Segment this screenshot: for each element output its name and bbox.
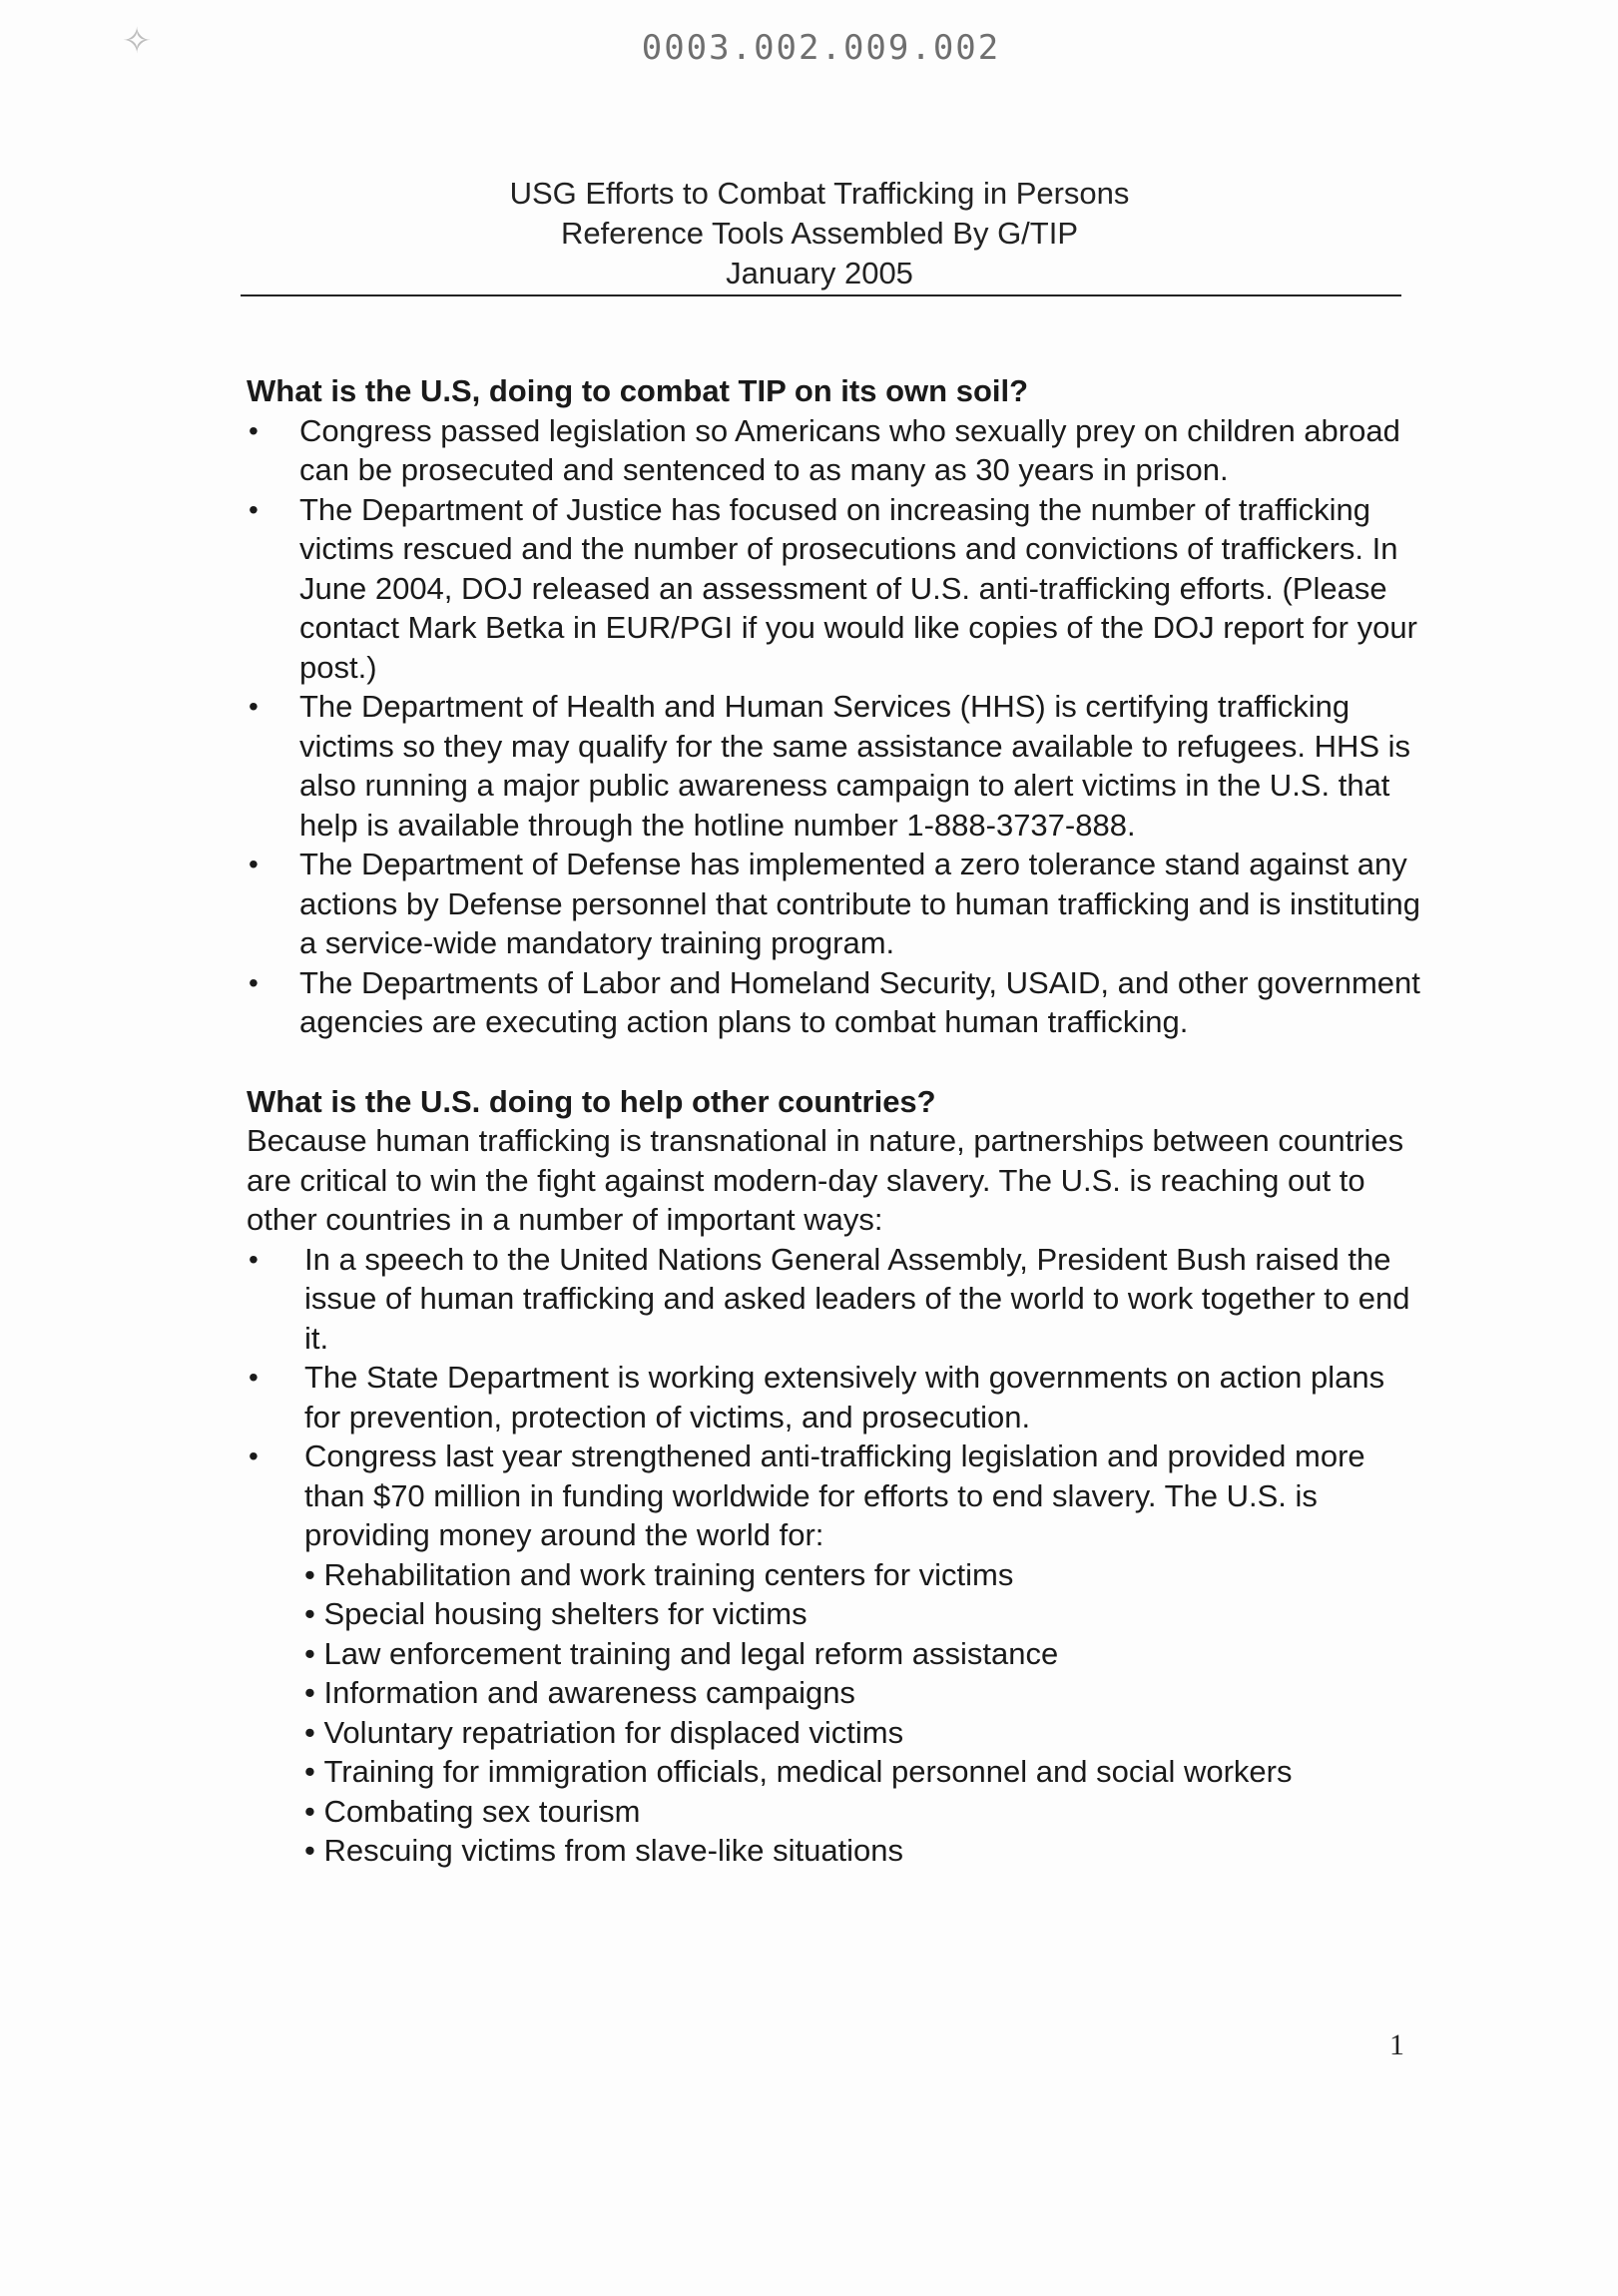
header-divider bbox=[241, 294, 1401, 296]
list-item: • In a speech to the United Nations General Assembly, President Bush raised the issue of human trafficking and asked leaders of the world to work together to end it. bbox=[247, 1240, 1424, 1359]
section-international bbox=[247, 1082, 1424, 1871]
funding-list bbox=[304, 1555, 1424, 1871]
funding-item: • Law enforcement training and legal reform assistance bbox=[304, 1634, 1424, 1674]
section-heading: What is the U.S, doing to combat TIP on its own soil? bbox=[247, 373, 1029, 408]
funding-item: • Information and awareness campaigns bbox=[304, 1673, 1424, 1713]
funding-item: • Rehabilitation and work training centers for victims bbox=[304, 1555, 1424, 1595]
list-item: • Congress passed legislation so Americans who sexually prey on children abroad can be prosecuted and sentenced to as many as 30 years in prison. bbox=[247, 411, 1424, 490]
list-item: • The Department of Defense has implemented a zero tolerance stand against any actions by Defense personnel that contribute to human trafficking and is instituting a service-wide mandatory training program. bbox=[247, 845, 1424, 963]
funding-item: • Combating sex tourism bbox=[304, 1792, 1424, 1832]
funding-item: • Voluntary repatriation for displaced victims bbox=[304, 1713, 1424, 1753]
page-number: 1 bbox=[1389, 2028, 1404, 2061]
bullet-list bbox=[247, 411, 1424, 1042]
header-subtitle: Reference Tools Assembled By G/TIP bbox=[560, 216, 1079, 251]
list-item: • The State Department is working extensively with governments on action plans for prevention, protection of victims, and prosecution. bbox=[247, 1358, 1424, 1436]
funding-item: • Rescuing victims from slave-like situations bbox=[304, 1831, 1424, 1871]
header-title: USG Efforts to Combat Trafficking in Persons bbox=[509, 176, 1130, 211]
list-item: • The Departments of Labor and Homeland Security, USAID, and other government agencies are executing action plans to combat human trafficking. bbox=[247, 963, 1424, 1042]
pen-mark-icon: ✧ bbox=[122, 20, 153, 61]
funding-item: • Special housing shelters for victims bbox=[304, 1594, 1424, 1634]
document-body bbox=[247, 371, 1424, 1871]
document-id-stamp: 0003.002.009.002 bbox=[641, 28, 1001, 68]
funding-item: • Training for immigration officials, medical personnel and social workers bbox=[304, 1752, 1424, 1792]
list-item: • The Department of Justice has focused on increasing the number of trafficking victims rescued and the number of prosecutions and convictions of traffickers. In June 2004, DOJ released an assessment of U.S. anti-trafficking efforts. (Please contact Mark Betka in EUR/PGI if you would like copies of the DOJ report for your post.) bbox=[247, 490, 1424, 688]
section-heading: What is the U.S. doing to help other countries? bbox=[247, 1083, 936, 1119]
list-item-text: Congress last year strengthened anti-trafficking legislation and provided more than $70 million in funding worldwide for efforts to end slavery. The U.S. is providing money around the world for: bbox=[304, 1438, 1365, 1552]
list-item: • The Department of Health and Human Services (HHS) is certifying trafficking victims so they may qualify for the same assistance available to refugees. HHS is also running a major public awareness campaign to alert victims in the U.S. that help is available through the hotline number 1-888-3737-888. bbox=[247, 687, 1424, 845]
list-item bbox=[247, 1436, 1424, 1871]
bullet-list bbox=[247, 1240, 1424, 1871]
header-date: January 2005 bbox=[726, 256, 913, 290]
section-domestic bbox=[247, 371, 1424, 1042]
section-intro: Because human trafficking is transnational in nature, partnerships between countries are critical to win the fight against modern-day slavery. The U.S. is reaching out to other countries in a number of important ways: bbox=[247, 1123, 1404, 1237]
document-header bbox=[240, 174, 1399, 293]
